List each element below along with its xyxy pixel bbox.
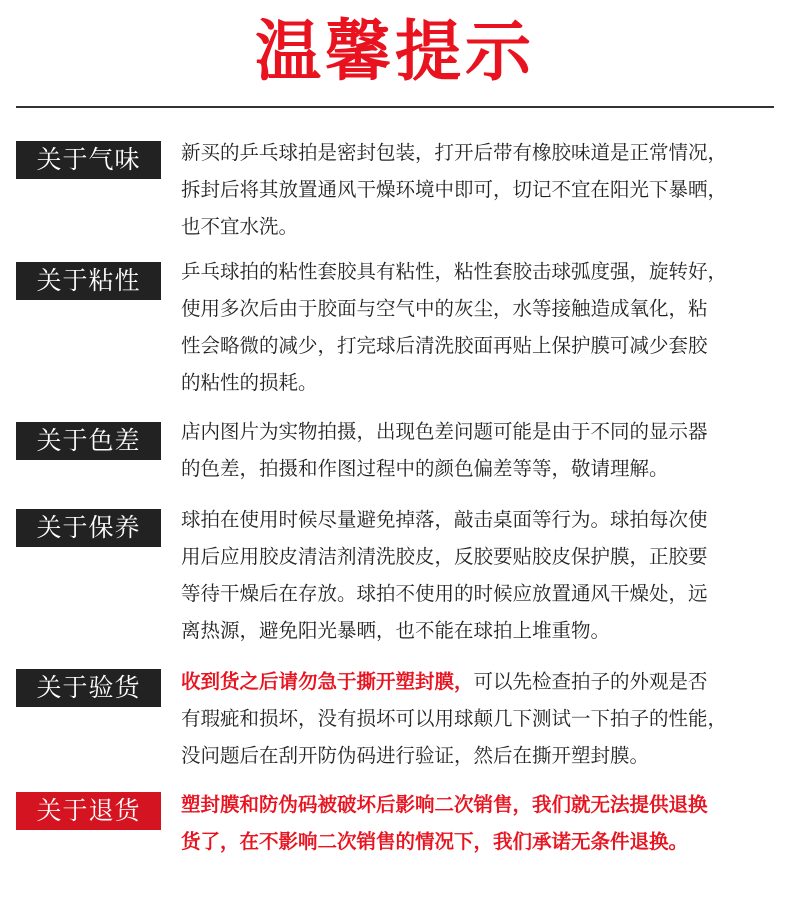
section-text-inspection [181, 663, 777, 774]
text-line [181, 663, 777, 700]
section-label-maintenance: 关于保养 [16, 509, 161, 547]
text-line: 等待干燥后在存放。球拍不使用的时候应放置通风干燥处，远 [181, 582, 708, 605]
text-line: 新买的乒乓球拍是密封包装，打开后带有橡胶味道是正常情况， [181, 141, 728, 164]
text-line: 塑封膜和防伪码被破坏后影响二次销售，我们就无法提供退换 [181, 793, 708, 816]
text-line: 离热源，避免阳光暴晒，也不能在球拍上堆重物。 [181, 619, 611, 642]
page-title: 温馨提示 [255, 13, 535, 90]
text-line: 店内图片为实物拍摄，出现色差问题可能是由于不同的显示器 [181, 420, 708, 443]
text-line: 球拍在使用时候尽量避免掉落，敲击桌面等行为。球拍每次使 [181, 508, 708, 531]
section-text-maintenance [181, 501, 777, 649]
text-line-rest: 可以先检查拍子的外观是否 [473, 670, 708, 693]
text-line: 的色差，拍摄和作图过程中的颜色偏差等等，敬请理解。 [181, 457, 669, 480]
text-line: 有瑕疵和损坏，没有损坏可以用球颠几下测试一下拍子的性能， [181, 707, 728, 730]
text-line: 用后应用胶皮清洁剂清洗胶皮，反胶要贴胶皮保护膜，正胶要 [181, 545, 708, 568]
section-text-color-difference [181, 413, 777, 487]
text-line: 货了，在不影响二次销售的情况下，我们承诺无条件退换。 [181, 830, 689, 853]
highlight-warning: 收到货之后请勿急于撕开塑封膜， [181, 670, 474, 693]
text-line: 乒乓球拍的粘性套胶具有粘性，粘性套胶击球弧度强，旋转好， [181, 260, 728, 283]
text-line: 性会略微的减少，打完球后清洗胶面再贴上保护膜可减少套胶 [181, 334, 708, 357]
text-line: 使用多次后由于胶面与空气中的灰尘，水等接触造成氧化，粘 [181, 297, 708, 320]
section-label-tack: 关于粘性 [16, 262, 161, 300]
text-line: 没问题后在刮开防伪码进行验证，然后在撕开塑封膜。 [181, 744, 650, 767]
text-line: 拆封后将其放置通风干燥环境中即可，切记不宜在阳光下暴晒， [181, 178, 728, 201]
text-line: 的粘性的损耗。 [181, 371, 318, 394]
section-text-returns [181, 786, 777, 860]
section-text-smell [181, 134, 777, 245]
section-label-color-difference: 关于色差 [16, 422, 161, 460]
section-label-returns: 关于退货 [16, 792, 161, 830]
title-divider [16, 106, 774, 108]
section-text-tack [181, 253, 777, 401]
section-label-inspection: 关于验货 [16, 669, 161, 707]
text-line: 也不宜水洗。 [181, 215, 299, 238]
section-label-smell: 关于气味 [16, 141, 161, 179]
